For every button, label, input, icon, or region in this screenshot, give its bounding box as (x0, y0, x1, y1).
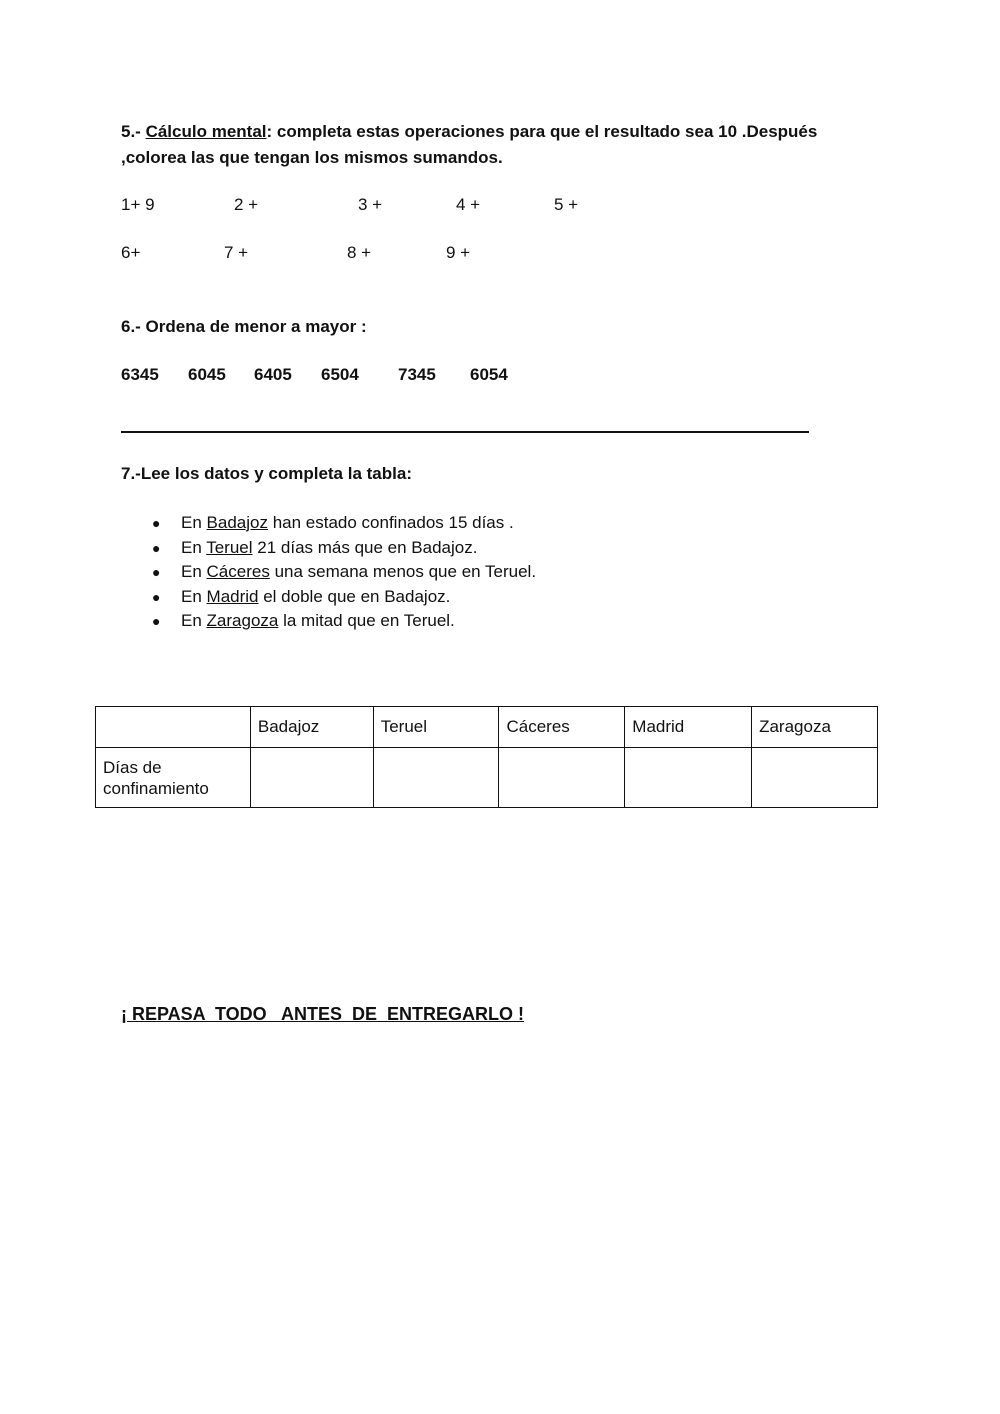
question-5-topic: Cálculo mental (145, 122, 267, 141)
operation-1: 1+ 9 (121, 195, 155, 214)
city-caceres: Cáceres (206, 562, 270, 581)
operation-4: 4 + (456, 195, 481, 214)
header-zaragoza: Zaragoza (752, 707, 878, 748)
city-badajoz: Badajoz (206, 513, 268, 532)
table-header-row (96, 707, 878, 748)
answer-cell-madrid[interactable] (625, 748, 752, 808)
table-row (96, 748, 878, 808)
row-label: Días de confinamiento (96, 748, 251, 808)
fact-caceres: ● En Cáceres una semana menos que en Teruel. (152, 560, 536, 585)
bullet-icon: ● (152, 564, 161, 580)
bullet-icon: ● (152, 539, 161, 556)
fact-teruel: ● En Teruel 21 días más que en Badajoz. (152, 536, 536, 561)
answer-cell-caceres[interactable] (499, 748, 625, 808)
header-teruel: Teruel (373, 707, 499, 748)
number-6: 6054 (470, 365, 508, 384)
review-reminder: ¡ REPASA TODO ANTES DE ENTREGARLO ! (121, 1004, 525, 1024)
city-zaragoza: Zaragoza (206, 611, 279, 630)
operation-3: 3 + (358, 195, 383, 214)
header-madrid: Madrid (625, 707, 752, 748)
operation-9: 9 + (446, 243, 471, 262)
city-madrid: Madrid (206, 586, 259, 606)
answer-cell-teruel[interactable] (373, 748, 499, 808)
number-2: 6045 (188, 365, 226, 384)
answer-line[interactable] (121, 431, 809, 433)
number-4: 6504 (321, 365, 359, 384)
number-1: 6345 (121, 365, 159, 384)
city-teruel: Teruel (206, 537, 253, 557)
bullet-icon: ● (152, 613, 161, 629)
question-5-number: 5.- (121, 122, 141, 141)
bullet-icon: ● (152, 588, 161, 605)
fact-badajoz: ● En Badajoz han estado confinados 15 días . (152, 511, 536, 536)
bullet-icon: ● (152, 515, 161, 531)
operation-7: 7 + (224, 243, 249, 262)
question-6-title: 6.- Ordena de menor a mayor : (121, 317, 367, 336)
facts-list (152, 511, 536, 634)
table-corner-cell (96, 707, 251, 748)
confinement-table (95, 706, 878, 808)
question-7-title: 7.-Lee los datos y completa la tabla: (121, 464, 412, 483)
operation-8: 8 + (347, 243, 372, 262)
question-5-instruction-a: : completa estas operaciones para que el resultado sea 10 .Después (266, 122, 818, 141)
operation-2: 2 + (234, 195, 259, 214)
number-5: 7345 (398, 365, 436, 384)
number-3: 6405 (254, 365, 292, 384)
fact-zaragoza: ● En Zaragoza la mitad que en Teruel. (152, 609, 536, 634)
operation-5: 5 + (554, 195, 579, 214)
header-badajoz: Badajoz (250, 707, 373, 748)
fact-madrid: ● En Madrid el doble que en Badajoz. (152, 585, 536, 610)
header-caceres: Cáceres (499, 707, 625, 748)
question-5-instruction-b: ,colorea las que tengan los mismos sumandos. (121, 148, 503, 167)
operation-6: 6+ (121, 243, 141, 262)
question-5-title (121, 119, 901, 171)
answer-cell-zaragoza[interactable] (752, 748, 878, 808)
answer-cell-badajoz[interactable] (250, 748, 373, 808)
